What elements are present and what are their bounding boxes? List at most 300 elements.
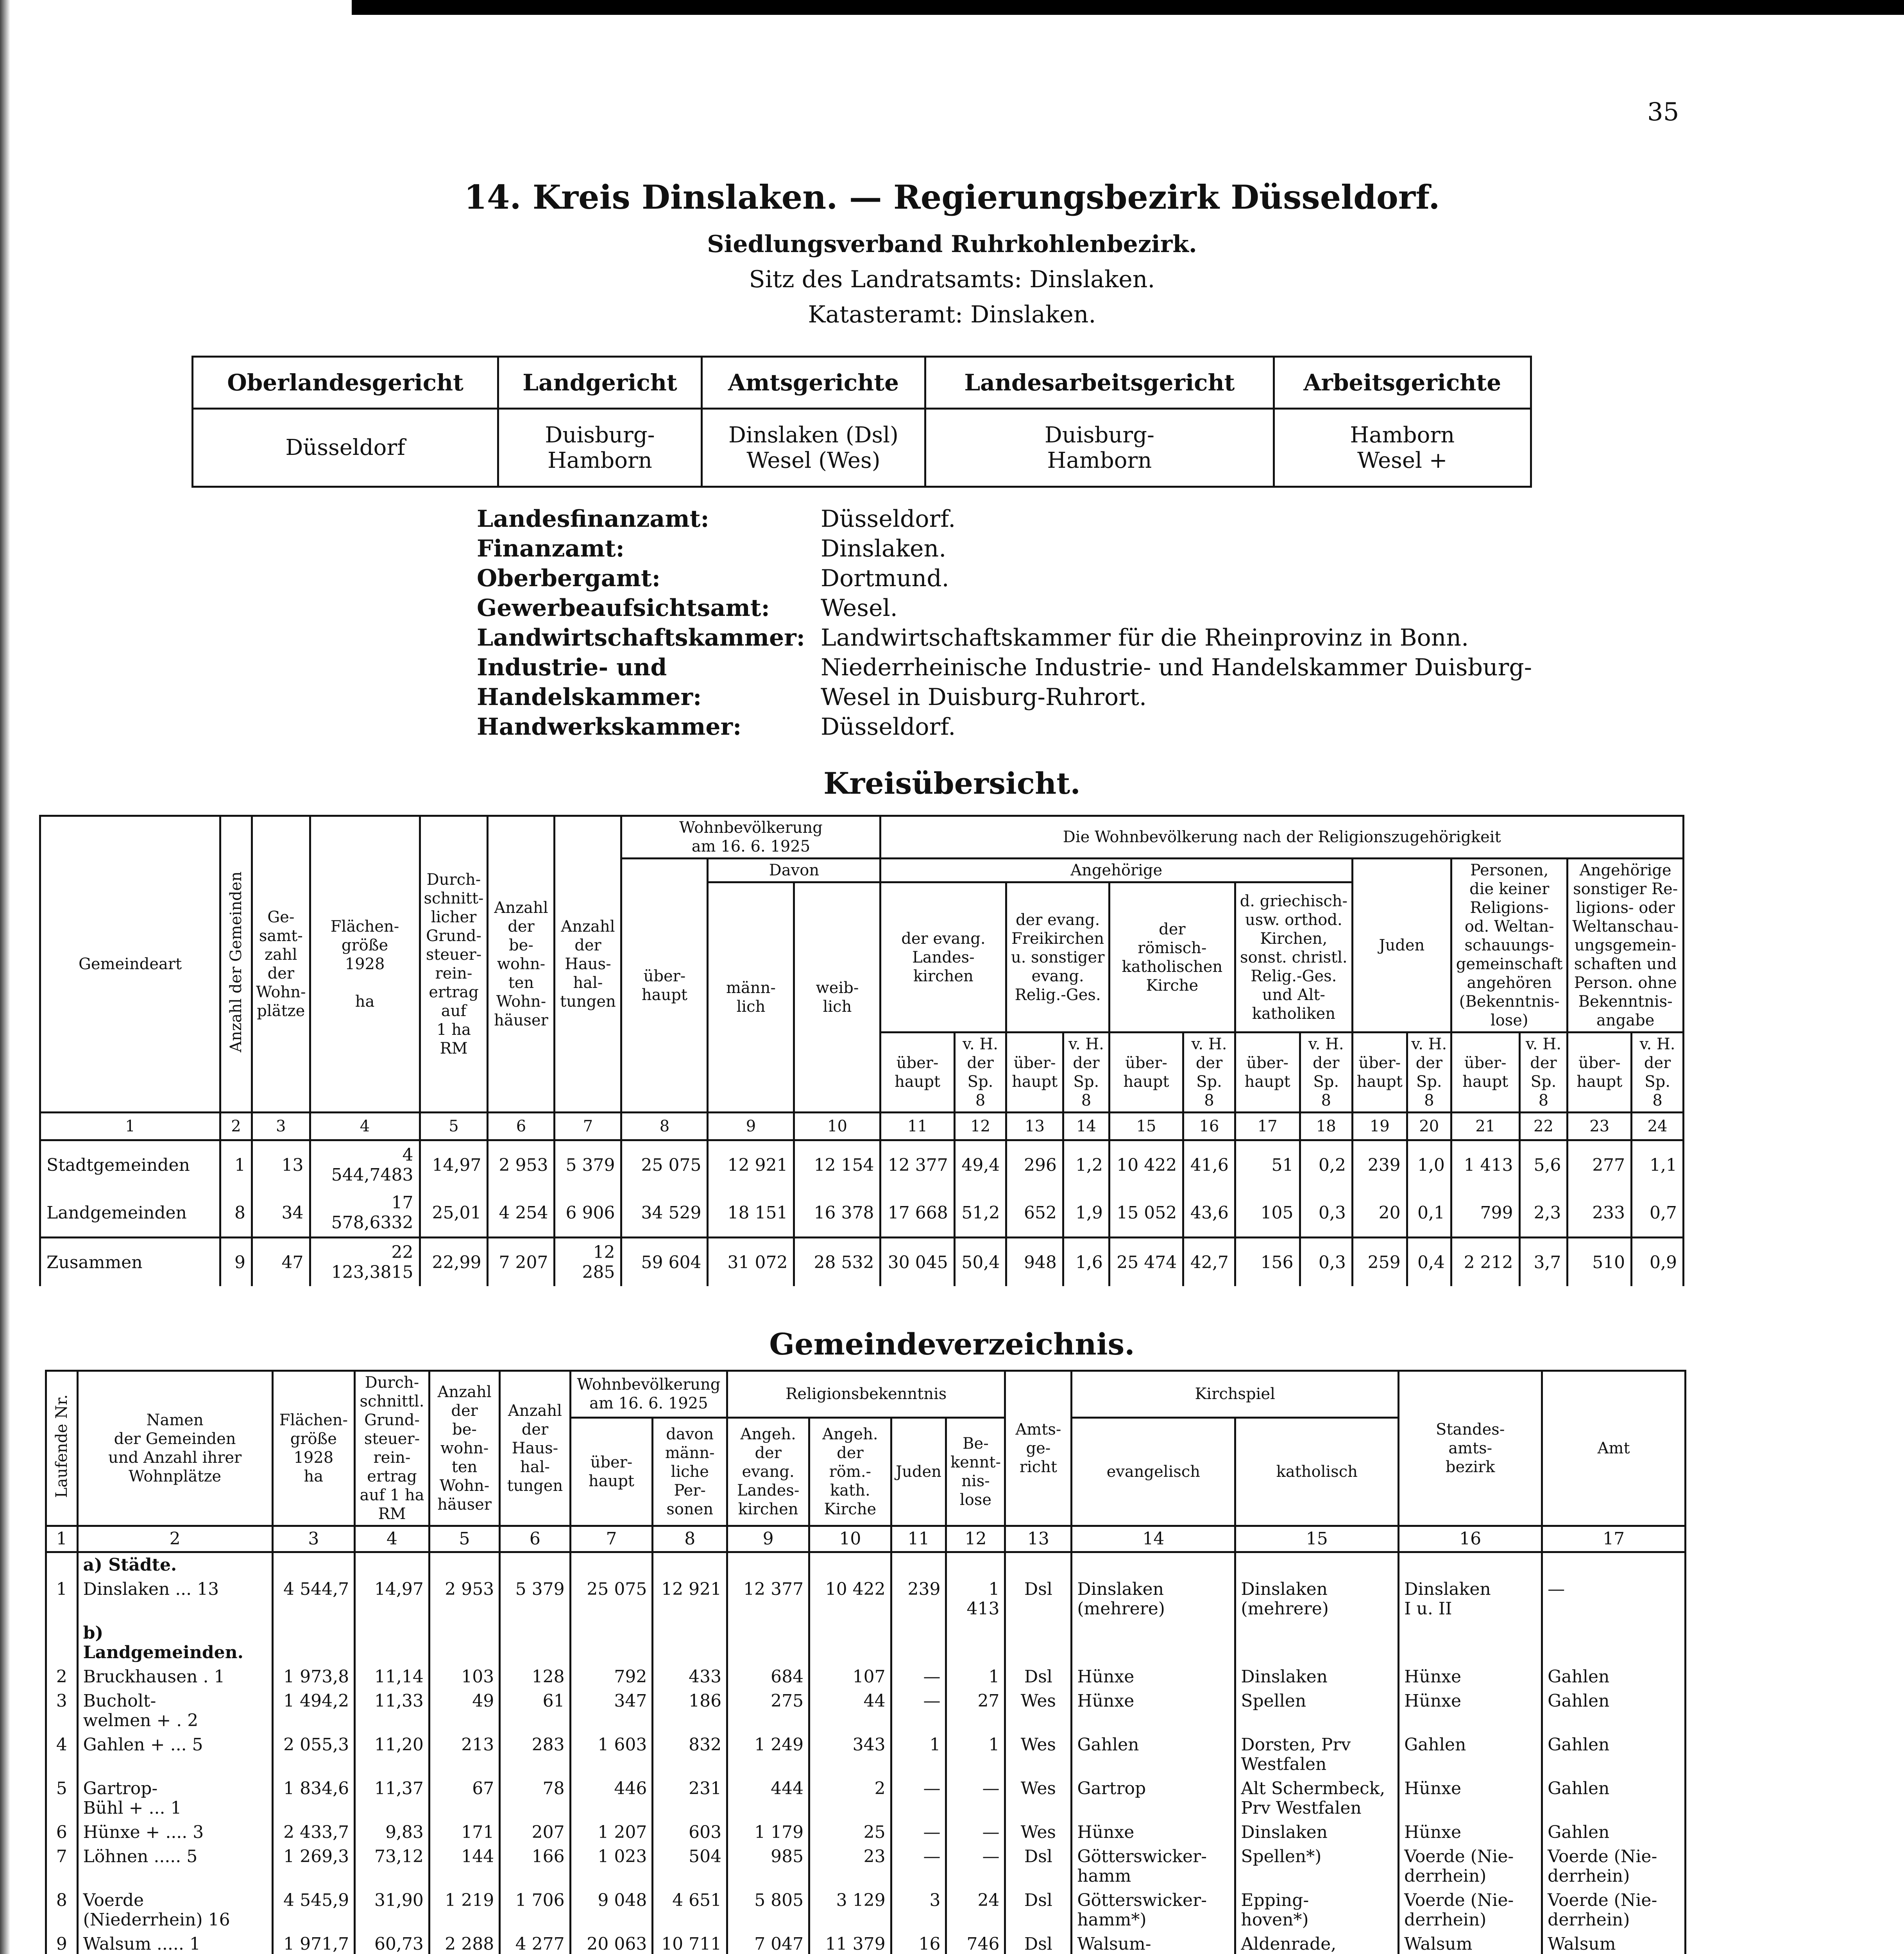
table-row xyxy=(46,1733,1686,1777)
table-row xyxy=(46,1577,1686,1621)
gh-evang: Angeh. der evang. Landes- kirchen xyxy=(727,1417,809,1526)
table-cell: 283 xyxy=(500,1733,570,1777)
kh-ue: über- haupt xyxy=(1568,1032,1632,1113)
table-cell: 3,7 xyxy=(1519,1238,1568,1287)
authority-row xyxy=(477,564,1563,593)
authority-row xyxy=(477,534,1563,564)
table-cell: 1 603 xyxy=(570,1733,653,1777)
column-number: 17 xyxy=(1235,1113,1300,1140)
table-cell: Stadtgemeinden xyxy=(40,1140,220,1189)
scan-border-left xyxy=(0,0,10,1954)
column-number: 13 xyxy=(1006,1113,1063,1140)
kh-ue: über- haupt xyxy=(1006,1032,1063,1113)
table-cell: Hünxe xyxy=(1072,1689,1235,1733)
table-cell: 10 422 xyxy=(809,1577,891,1621)
table-cell xyxy=(653,1621,727,1665)
table-cell: Gahlen xyxy=(1542,1733,1686,1777)
table-cell: 166 xyxy=(500,1845,570,1888)
table-cell: 5 xyxy=(46,1777,78,1820)
table-cell: 11,14 xyxy=(355,1665,429,1689)
authority-name: Industrie- und Handelskammer: xyxy=(477,654,702,711)
authority-value: Dortmund. xyxy=(821,565,949,592)
table-cell: 1 973,8 xyxy=(272,1665,355,1689)
kh-haushaltungen: Anzahl der Haus- hal- tungen xyxy=(555,816,621,1113)
table-cell: Dinslaken xyxy=(1235,1665,1399,1689)
table-cell: Landgemeinden xyxy=(40,1189,220,1238)
table-cell: Voerde (Nie- derrhein) xyxy=(1542,1888,1686,1932)
table-cell: 6 xyxy=(46,1820,78,1845)
gh-juden: Juden xyxy=(891,1417,946,1526)
table-cell: Hünxe + .... 3 xyxy=(77,1820,272,1845)
column-number: 13 xyxy=(1005,1526,1072,1552)
table-cell xyxy=(272,1552,355,1578)
table-cell: 13 xyxy=(252,1140,310,1189)
table-cell: — xyxy=(891,1689,946,1733)
column-number: 17 xyxy=(1542,1526,1686,1552)
table-cell: 2 433,7 xyxy=(272,1820,355,1845)
gh-standesamt: Standes- amts- bezirk xyxy=(1399,1371,1542,1526)
table-cell xyxy=(727,1552,809,1578)
authority-name: Oberbergamt: xyxy=(477,565,660,592)
table-cell: 14,97 xyxy=(420,1140,488,1189)
table-cell: 67 xyxy=(429,1777,499,1820)
table-cell: 4 544,7 xyxy=(272,1577,355,1621)
table-cell: 51,2 xyxy=(954,1189,1006,1238)
table-cell: 10 422 xyxy=(1109,1140,1183,1189)
kh-ue: über- haupt xyxy=(1451,1032,1519,1113)
table-cell: 2 055,3 xyxy=(272,1733,355,1777)
table-cell: 8 xyxy=(46,1888,78,1932)
column-number: 15 xyxy=(1235,1526,1399,1552)
gh-flaeche: Flächen- größe 1928 ha xyxy=(272,1371,355,1526)
header-line-3: Katasteramt: Dinslaken. xyxy=(808,301,1096,328)
table-row xyxy=(40,1238,1684,1287)
column-number: 15 xyxy=(1109,1113,1183,1140)
table-cell: Gahlen xyxy=(1542,1777,1686,1820)
table-cell: 9 048 xyxy=(570,1888,653,1932)
table-cell: 207 xyxy=(500,1820,570,1845)
table-cell: Epping- hoven*) xyxy=(1235,1888,1399,1932)
gemeinde-title: Gemeindeverzeichnis. xyxy=(769,1327,1135,1362)
column-number: 7 xyxy=(555,1113,621,1140)
table-cell: 47 xyxy=(252,1238,310,1287)
table-cell: Voerde (Nie- derrhein) xyxy=(1399,1845,1542,1888)
column-number: 16 xyxy=(1399,1526,1542,1552)
table-cell xyxy=(653,1552,727,1578)
table-cell: 5 805 xyxy=(727,1888,809,1932)
column-number: 3 xyxy=(252,1113,310,1140)
table-cell: 186 xyxy=(653,1689,727,1733)
table-cell: 27 xyxy=(946,1689,1005,1733)
table-cell: Hünxe xyxy=(1399,1689,1542,1733)
table-cell: 144 xyxy=(429,1845,499,1888)
table-cell: 30 045 xyxy=(880,1238,954,1287)
authority-value: Wesel. xyxy=(821,594,898,622)
table-cell: 12 154 xyxy=(794,1140,880,1189)
column-number: 10 xyxy=(809,1526,891,1552)
table-cell: 9,83 xyxy=(355,1820,429,1845)
table-cell: 1,6 xyxy=(1063,1238,1109,1287)
table-cell: 9 xyxy=(46,1932,78,1954)
table-cell: Gahlen xyxy=(1399,1733,1542,1777)
table-cell xyxy=(1235,1552,1399,1578)
table-cell: Hünxe xyxy=(1072,1820,1235,1845)
court-header: Amtsgerichte xyxy=(701,357,925,409)
table-cell: Walsum xyxy=(1399,1932,1542,1954)
column-number: 9 xyxy=(708,1113,794,1140)
kh-anzahl: Anzahl der Gemeinden xyxy=(220,816,252,1113)
section-row xyxy=(46,1621,1686,1665)
table-cell: 1,0 xyxy=(1407,1140,1451,1189)
table-cell: 239 xyxy=(891,1577,946,1621)
table-cell: 0,7 xyxy=(1632,1189,1684,1238)
header-line-2: Sitz des Landratsamts: Dinslaken. xyxy=(749,266,1155,293)
table-cell: 792 xyxy=(570,1665,653,1689)
table-row xyxy=(46,1820,1686,1845)
table-cell: 4 254 xyxy=(488,1189,555,1238)
table-cell: 1 413 xyxy=(946,1577,1005,1621)
court-value: Düsseldorf xyxy=(193,409,498,487)
table-cell: Gahlen xyxy=(1072,1733,1235,1777)
table-cell xyxy=(809,1552,891,1578)
table-cell: 22,99 xyxy=(420,1238,488,1287)
kh-ue: über- haupt xyxy=(1235,1032,1300,1113)
authority-row xyxy=(477,504,1563,534)
column-number: 12 xyxy=(946,1526,1005,1552)
column-number: 20 xyxy=(1407,1113,1451,1140)
table-cell xyxy=(1399,1552,1542,1578)
table-cell: Dorsten, Prv Westfalen xyxy=(1235,1733,1399,1777)
column-number: 21 xyxy=(1451,1113,1519,1140)
column-number: 23 xyxy=(1568,1113,1632,1140)
table-cell: 73,12 xyxy=(355,1845,429,1888)
court-value: Dinslaken (Dsl) Wesel (Wes) xyxy=(701,409,925,487)
table-row xyxy=(46,1845,1686,1888)
table-cell: 0,1 xyxy=(1407,1189,1451,1238)
table-cell: Dinslaken ... 13 xyxy=(77,1577,272,1621)
table-cell: 17 668 xyxy=(880,1189,954,1238)
kh-angehoerige: Angehörige xyxy=(880,859,1352,882)
column-number: 4 xyxy=(355,1526,429,1552)
kh-wohnplaetze: Ge- samt- zahl der Wohn- plätze xyxy=(252,816,310,1113)
kreis-title: Kreisübersicht. xyxy=(823,766,1081,801)
table-cell xyxy=(500,1552,570,1578)
table-cell: Dinslaken (mehrere) xyxy=(1072,1577,1235,1621)
table-cell: 5 379 xyxy=(500,1577,570,1621)
table-cell: 103 xyxy=(429,1665,499,1689)
kh-wohnhaeuser: Anzahl der be- wohn- ten Wohn- häuser xyxy=(488,816,555,1113)
table-cell xyxy=(1235,1621,1399,1665)
table-cell: 1 249 xyxy=(727,1733,809,1777)
table-cell xyxy=(1542,1621,1686,1665)
table-cell: 2 212 xyxy=(1451,1238,1519,1287)
table-cell: 296 xyxy=(1006,1140,1063,1189)
table-cell: 16 xyxy=(891,1932,946,1954)
table-cell xyxy=(891,1552,946,1578)
table-cell: 4 545,9 xyxy=(272,1888,355,1932)
table-cell: 0,3 xyxy=(1300,1189,1352,1238)
column-number: 19 xyxy=(1352,1113,1407,1140)
table-cell: Dinslaken xyxy=(1235,1820,1399,1845)
table-cell: 1 xyxy=(891,1733,946,1777)
table-cell: 1 834,6 xyxy=(272,1777,355,1820)
table-cell: 1 207 xyxy=(570,1820,653,1845)
kh-grund: Durch- schnitt- licher Grund- steuer- rein- ertrag auf 1 ha RM xyxy=(420,816,488,1113)
table-cell xyxy=(1072,1552,1235,1578)
table-cell xyxy=(891,1621,946,1665)
table-cell xyxy=(1005,1621,1072,1665)
table-row xyxy=(46,1665,1686,1689)
table-cell: 11,33 xyxy=(355,1689,429,1733)
gh-ueberhaupt: über- haupt xyxy=(570,1417,653,1526)
table-cell: Spellen*) xyxy=(1235,1845,1399,1888)
column-number: 14 xyxy=(1072,1526,1235,1552)
column-number: 16 xyxy=(1183,1113,1235,1140)
table-cell: 652 xyxy=(1006,1189,1063,1238)
authority-name: Handwerkskammer: xyxy=(477,713,742,741)
table-cell: Hünxe xyxy=(1399,1820,1542,1845)
table-cell: 24 xyxy=(946,1888,1005,1932)
table-cell: 0,4 xyxy=(1407,1238,1451,1287)
table-cell xyxy=(429,1552,499,1578)
table-cell xyxy=(355,1552,429,1578)
table-cell: Gartrop xyxy=(1072,1777,1235,1820)
table-cell: 78 xyxy=(500,1777,570,1820)
column-number: 5 xyxy=(420,1113,488,1140)
column-number: 11 xyxy=(891,1526,946,1552)
table-cell: Zusammen xyxy=(40,1238,220,1287)
section-label: b) Landgemeinden. xyxy=(77,1621,272,1665)
table-cell xyxy=(1542,1552,1686,1578)
court-value: Duisburg- Hamborn xyxy=(925,409,1274,487)
table-cell: Dsl xyxy=(1005,1932,1072,1954)
table-cell: Götterswicker- hamm xyxy=(1072,1845,1235,1888)
section-label: a) Städte. xyxy=(77,1552,272,1578)
table-cell: Gahlen xyxy=(1542,1689,1686,1733)
table-cell: Wes xyxy=(1005,1733,1072,1777)
table-cell: 0,3 xyxy=(1300,1238,1352,1287)
table-cell: 3 xyxy=(891,1888,946,1932)
table-cell: 343 xyxy=(809,1733,891,1777)
table-cell: 275 xyxy=(727,1689,809,1733)
table-cell: Gartrop- Bühl + ... 1 xyxy=(77,1777,272,1820)
kh-ue: über- haupt xyxy=(880,1032,954,1113)
table-cell: 31 072 xyxy=(708,1238,794,1287)
table-cell: 0,9 xyxy=(1632,1238,1684,1287)
column-number: 1 xyxy=(40,1113,220,1140)
table-cell: 59 604 xyxy=(621,1238,708,1287)
gh-grund: Durch- schnittl. Grund- steuer- rein- ertrag auf 1 ha RM xyxy=(355,1371,429,1526)
kh-weibl: weib- lich xyxy=(794,882,880,1113)
kh-vh: v. H. der Sp. 8 xyxy=(1519,1032,1568,1113)
table-cell: 4 544,7483 xyxy=(310,1140,420,1189)
table-cell: 948 xyxy=(1006,1238,1063,1287)
table-cell xyxy=(46,1621,78,1665)
table-cell: 28 532 xyxy=(794,1238,880,1287)
table-cell xyxy=(500,1621,570,1665)
column-number: 2 xyxy=(77,1526,272,1552)
kh-kath: der römisch- katholischen Kirche xyxy=(1109,882,1235,1032)
column-number: 1 xyxy=(46,1526,78,1552)
table-cell: 799 xyxy=(1451,1189,1519,1238)
gh-wohnbev: Wohnbevölkerung am 16. 6. 1925 xyxy=(570,1371,727,1418)
kh-vh: v. H. der Sp. 8 xyxy=(954,1032,1006,1113)
table-cell xyxy=(355,1621,429,1665)
table-cell: Walsum ..... 1 xyxy=(77,1932,272,1954)
column-number: 18 xyxy=(1300,1113,1352,1140)
table-cell xyxy=(1005,1552,1072,1578)
column-number: 5 xyxy=(429,1526,499,1552)
table-cell: 12 921 xyxy=(708,1140,794,1189)
table-cell: Hünxe xyxy=(1072,1665,1235,1689)
table-cell: 7 xyxy=(46,1845,78,1888)
table-cell xyxy=(570,1621,653,1665)
table-cell: — xyxy=(946,1820,1005,1845)
table-cell: 7 207 xyxy=(488,1238,555,1287)
authority-row xyxy=(477,623,1563,653)
authority-name: Landesfinanzamt: xyxy=(477,505,709,533)
table-cell: 3 xyxy=(46,1689,78,1733)
kh-gemeindeart: Gemeindeart xyxy=(40,816,220,1113)
table-cell: 31,90 xyxy=(355,1888,429,1932)
gemeinde-table xyxy=(45,1370,1686,1954)
column-number: 9 xyxy=(727,1526,809,1552)
table-cell: 14,97 xyxy=(355,1577,429,1621)
table-cell: Wes xyxy=(1005,1820,1072,1845)
table-row xyxy=(40,1189,1684,1238)
table-cell: Spellen xyxy=(1235,1689,1399,1733)
table-cell: 3 129 xyxy=(809,1888,891,1932)
table-cell: 7 047 xyxy=(727,1932,809,1954)
authority-value: Düsseldorf. xyxy=(821,713,956,741)
column-number: 8 xyxy=(653,1526,727,1552)
table-cell: 1 xyxy=(946,1733,1005,1777)
authority-value: Düsseldorf. xyxy=(821,505,956,533)
table-cell: 6 906 xyxy=(555,1189,621,1238)
table-cell: 2 xyxy=(46,1665,78,1689)
table-cell: 4 277 xyxy=(500,1932,570,1954)
table-cell: 5,6 xyxy=(1519,1140,1568,1189)
kh-vh: v. H. der Sp. 8 xyxy=(1183,1032,1235,1113)
table-cell: Voerde (Nie- derrhein) xyxy=(1542,1845,1686,1888)
table-row xyxy=(46,1689,1686,1733)
column-number: 12 xyxy=(954,1113,1006,1140)
kh-evang: der evang. Landes- kirchen xyxy=(880,882,1006,1032)
table-cell: 17 578,6332 xyxy=(310,1189,420,1238)
table-cell: 1 413 xyxy=(1451,1140,1519,1189)
table-cell: 2 xyxy=(809,1777,891,1820)
table-cell: Walsum xyxy=(1542,1932,1686,1954)
table-cell: 34 xyxy=(252,1189,310,1238)
kh-vh: v. H. der Sp. 8 xyxy=(1063,1032,1109,1113)
court-header: Landesarbeitsgericht xyxy=(925,357,1274,409)
gh-namen: Namen der Gemeinden und Anzahl ihrer Wohnplätze xyxy=(77,1371,272,1526)
table-cell: 684 xyxy=(727,1665,809,1689)
kh-vh: v. H. der Sp. 8 xyxy=(1632,1032,1684,1113)
table-cell: Bucholt- welmen + . 2 xyxy=(77,1689,272,1733)
table-cell: 49,4 xyxy=(954,1140,1006,1189)
table-cell: Bruckhausen . 1 xyxy=(77,1665,272,1689)
table-cell: 107 xyxy=(809,1665,891,1689)
table-cell: 1 219 xyxy=(429,1888,499,1932)
table-cell xyxy=(1399,1621,1542,1665)
gh-haushaltungen: Anzahl der Haus- hal- tungen xyxy=(500,1371,570,1526)
table-cell: 12 921 xyxy=(653,1577,727,1621)
page-title: 14. Kreis Dinslaken. — Regierungsbezirk Düsseldorf. xyxy=(464,178,1440,217)
table-cell: 985 xyxy=(727,1845,809,1888)
header-line-1: Siedlungsverband Ruhrkohlenbezirk. xyxy=(707,231,1197,258)
table-cell: Dsl xyxy=(1005,1665,1072,1689)
authority-row xyxy=(477,653,1563,712)
table-cell: 444 xyxy=(727,1777,809,1820)
table-cell: 34 529 xyxy=(621,1189,708,1238)
table-cell: — xyxy=(891,1845,946,1888)
kh-ue: über- haupt xyxy=(1109,1032,1183,1113)
table-cell: 4 651 xyxy=(653,1888,727,1932)
gh-amtsg: Amts- ge- richt xyxy=(1005,1371,1072,1526)
table-cell: 60,73 xyxy=(355,1932,429,1954)
table-cell: Aldenrade, xyxy=(1235,1932,1399,1954)
table-cell: 1 494,2 xyxy=(272,1689,355,1733)
column-number: 2 xyxy=(220,1113,252,1140)
table-cell: 12 377 xyxy=(880,1140,954,1189)
column-number: 8 xyxy=(621,1113,708,1140)
authority-name: Finanzamt: xyxy=(477,535,625,562)
gh-religion: Religionsbekenntnis xyxy=(727,1371,1005,1418)
table-cell: Dsl xyxy=(1005,1845,1072,1888)
kreis-table xyxy=(39,815,1684,1286)
table-cell: 171 xyxy=(429,1820,499,1845)
table-cell: — xyxy=(891,1665,946,1689)
column-number: 10 xyxy=(794,1113,880,1140)
table-cell: 156 xyxy=(1235,1238,1300,1287)
column-number: 3 xyxy=(272,1526,355,1552)
table-cell: 12 285 xyxy=(555,1238,621,1287)
table-cell xyxy=(570,1552,653,1578)
court-value: Hamborn Wesel + xyxy=(1274,409,1531,487)
table-cell: Gahlen + ... 5 xyxy=(77,1733,272,1777)
authority-row xyxy=(477,593,1563,623)
table-cell: 347 xyxy=(570,1689,653,1733)
table-cell: 44 xyxy=(809,1689,891,1733)
table-cell: Dinslaken I u. II xyxy=(1399,1577,1542,1621)
table-cell: 23 xyxy=(809,1845,891,1888)
kh-maennl: männ- lich xyxy=(708,882,794,1113)
kh-davon: Davon xyxy=(708,859,880,882)
column-number: 24 xyxy=(1632,1113,1684,1140)
table-cell: 22 123,3815 xyxy=(310,1238,420,1287)
table-cell: 11 379 xyxy=(809,1932,891,1954)
gh-maennl: davon männ- liche Per- sonen xyxy=(653,1417,727,1526)
table-cell: 5 379 xyxy=(555,1140,621,1189)
table-cell: Voerde (Nie- derrhein) xyxy=(1399,1888,1542,1932)
table-cell: 1 023 xyxy=(570,1845,653,1888)
section-row xyxy=(46,1552,1686,1578)
table-cell: 239 xyxy=(1352,1140,1407,1189)
table-cell: 8 xyxy=(220,1189,252,1238)
kh-juden: Juden xyxy=(1352,859,1451,1032)
table-row xyxy=(46,1932,1686,1954)
table-cell: 25 075 xyxy=(621,1140,708,1189)
table-cell: 603 xyxy=(653,1820,727,1845)
table-cell: 2 288 xyxy=(429,1932,499,1954)
table-cell xyxy=(272,1621,355,1665)
table-cell: 16 378 xyxy=(794,1189,880,1238)
table-cell: Alt Schermbeck, Prv Westfalen xyxy=(1235,1777,1399,1820)
table-cell: 446 xyxy=(570,1777,653,1820)
table-cell: 233 xyxy=(1568,1189,1632,1238)
court-header: Arbeitsgerichte xyxy=(1274,357,1531,409)
